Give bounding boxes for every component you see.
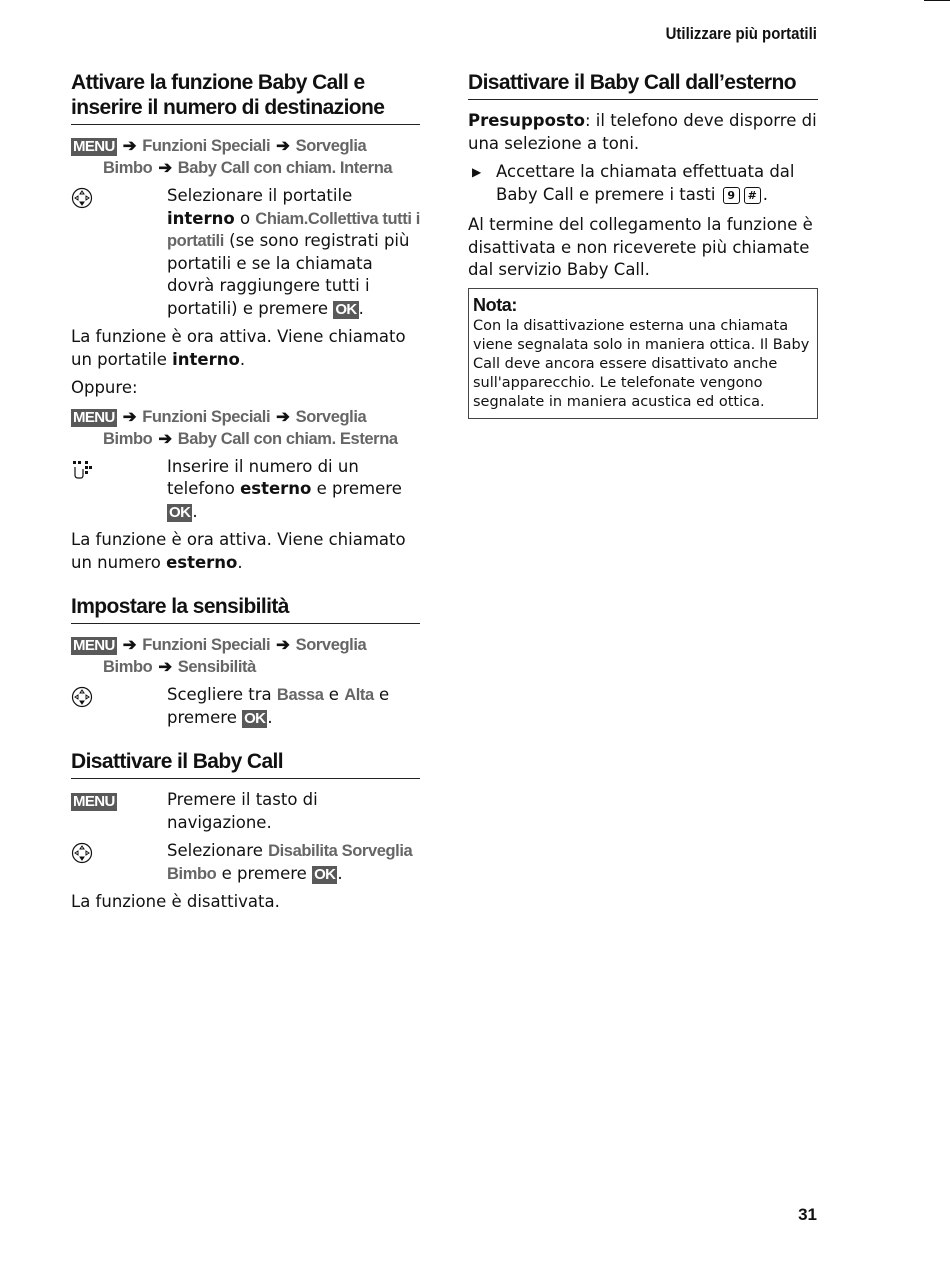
paragraph-active-internal [71,326,420,371]
menu-path-internal [71,135,420,179]
triangle-bullet-icon: ▶ [472,165,482,179]
paragraph-text: La funzione è ora attiva. Viene chiamato un portatile [71,327,406,369]
ok-key: OK [335,300,357,318]
key-hash-icon: # [744,187,761,204]
step-text: Selezionare il portatile [167,186,353,205]
display-option-text: Disabilita Sorveglia Bimbo [167,842,413,883]
section-title-external-deactivate: Disattivare il Baby Call dall’esterno [468,70,818,100]
arrow-right-icon: ➔ [276,137,290,155]
page-number: 31 [798,1205,817,1224]
paragraph-text: : il telefono deve disporre di una selezione a toni. [468,111,817,153]
menu-path-item: Bimbo [103,159,153,177]
menu-path-item: Bimbo [103,658,153,676]
step-text: . [267,707,273,727]
navigation-key-icon [71,187,93,209]
section-title-activate: Attivare la funzione Baby Call e inserire il numero di destinazione [71,70,420,125]
step-select-disable [71,840,420,885]
step-text: (se sono registrati più portatili e se la chiamata dovrà raggiungere tutti i portatili) e premere [167,231,410,318]
step-text: . [358,298,364,318]
right-column [468,70,818,419]
arrow-right-icon: ➔ [276,636,290,654]
menu-path-external [71,406,420,450]
paragraph-text: La funzione è ora attiva. Viene chiamato un numero [71,530,406,572]
paragraph-text: . [237,552,243,572]
arrow-right-icon: ➔ [158,429,172,448]
bullet-text: . [762,184,768,204]
display-option-text: Chiam.Collettiva tutti i portatili [167,209,420,250]
note-title: Nota: [473,294,517,315]
step-text: e [323,685,345,704]
step-select-handset [71,185,420,320]
prerequisite-label: Presupposto [468,111,585,130]
display-option-text: Bassa [276,686,324,704]
menu-path-item: Bimbo [103,429,153,448]
key-9-icon: 9 [723,187,740,204]
navigation-key-icon [71,842,93,864]
arrow-right-icon: ➔ [122,636,137,654]
menu-path-item: Sorveglia [295,407,367,426]
step-text: Inserire il numero di un telefono [167,456,359,498]
display-option-text: Alta [344,686,374,704]
step-text: Scegliere tra [167,685,277,704]
paragraph-text: . [239,349,246,369]
bullet-text: Accettare la chiamata effettuata dal Baby Call e premere i tasti [496,162,795,204]
menu-path-item: Baby Call con chiam. Esterna [177,429,398,448]
emphasis-text: interno [167,208,235,228]
left-column [71,70,420,920]
menu-path-item: Funzioni Speciali [142,407,271,426]
emphasis-text: esterno [240,479,312,498]
emphasis-text: interno [172,349,240,369]
emphasis-text: esterno [166,552,238,572]
step-text: e premere [311,479,402,498]
menu-key: MENU [73,408,115,426]
step-press-nav-key [71,789,420,834]
menu-key: MENU [73,138,115,155]
corner-crop-mark [924,0,950,1]
menu-path-item: Funzioni Speciali [142,636,271,654]
keypad-icon [71,458,93,480]
step-text: e premere [167,685,390,727]
step-text: . [337,863,343,883]
arrow-right-icon: ➔ [158,159,172,177]
step-enter-number [71,456,420,524]
paragraph-oppure: Oppure: [71,378,138,397]
section-title-sensitivity: Impostare la sensibilità [71,594,420,624]
paragraph-prerequisite [468,110,818,155]
step-text: o [234,208,256,228]
step-text: Selezionare [167,841,269,860]
paragraph-active-external [71,529,420,574]
paragraph-end-of-call: Al termine del collegamento la funzione è disattivata e non riceverete più chiamate dal servizio Baby Call. [468,215,813,279]
section-title-deactivate: Disattivare il Baby Call [71,749,420,779]
menu-key: MENU [73,637,115,654]
step-text: Premere il tasto di navigazione. [167,790,318,832]
note-box [468,288,818,419]
ok-key: OK [169,503,191,521]
note-body: Con la disattivazione esterna una chiamata viene segnalata solo in maniera ottica. Il Baby Call deve ancora essere disattivato anche sull'apparecchio. Le telefonate vengono segnalate in maniera acustica ed ottica. [473,317,810,410]
ok-key: OK [314,865,336,883]
navigation-key-icon [71,686,93,708]
menu-key: MENU [73,793,115,810]
arrow-right-icon: ➔ [122,137,137,155]
running-header: Utilizzare più portatili [665,24,817,43]
menu-path-item: Sensibilità [177,658,256,676]
arrow-right-icon: ➔ [158,658,172,676]
menu-path-item: Funzioni Speciali [142,137,271,155]
ok-key: OK [244,709,266,727]
arrow-right-icon: ➔ [122,407,137,426]
menu-path-item: Sorveglia [295,137,367,155]
menu-path-sensitivity [71,634,420,678]
bullet-accept-call [468,161,818,206]
step-text: . [192,501,198,521]
step-text: e premere [216,863,313,883]
step-choose-sensitivity [71,684,420,729]
paragraph-deactivated: La funzione è disattivata. [71,892,280,911]
arrow-right-icon: ➔ [276,407,290,426]
menu-path-item: Sorveglia [295,636,367,654]
menu-path-item: Baby Call con chiam. Interna [177,159,393,177]
